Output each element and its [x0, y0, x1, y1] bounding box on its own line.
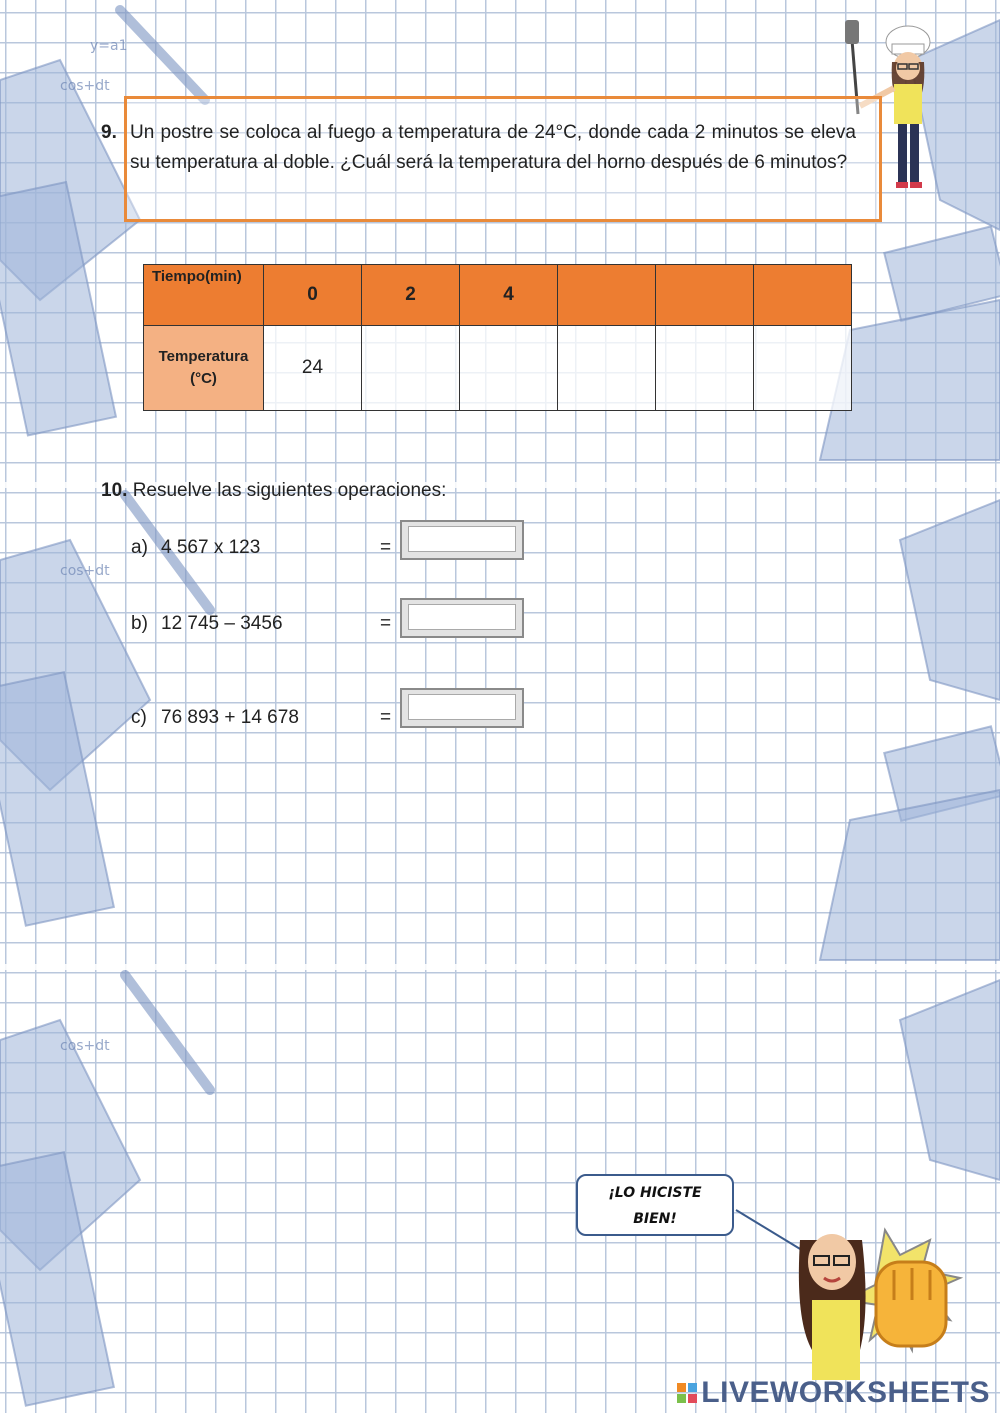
table-header-row	[144, 265, 852, 326]
answer-input-a[interactable]	[400, 520, 524, 560]
temperature-answer-cell[interactable]	[362, 326, 460, 411]
header-cell-blank[interactable]	[656, 265, 754, 326]
row-label	[144, 326, 264, 411]
question-10-number: 10.	[101, 480, 128, 501]
header-cell-blank[interactable]	[754, 265, 852, 326]
temperature-answer-cell[interactable]	[656, 326, 754, 411]
header-cell: 2	[362, 265, 460, 326]
watermark-text: LIVEWORKSHEETS	[701, 1376, 990, 1409]
operation-b	[131, 613, 283, 635]
answer-input-c[interactable]	[400, 688, 524, 728]
svg-text:y=a1: y=a1	[90, 38, 128, 54]
equals-sign: =	[380, 613, 392, 634]
temperature-answer-cell[interactable]	[754, 326, 852, 411]
question-9-number: 9.	[101, 122, 117, 143]
fist-bump-avatar	[700, 1200, 990, 1380]
header-cell: 0	[264, 265, 362, 326]
header-label: Tiempo(min)	[144, 265, 264, 326]
answer-input-b[interactable]	[400, 598, 524, 638]
svg-text:cos+dt: cos+dt	[60, 563, 110, 579]
table-temperature-row	[144, 326, 852, 411]
section-divider	[0, 964, 1000, 970]
temperature-cell: 24	[264, 326, 362, 411]
answer-input-field[interactable]	[408, 694, 516, 720]
row-label-line2: (°C)	[190, 370, 217, 387]
row-label-line1: Temperatura	[158, 348, 249, 365]
equals-sign: =	[380, 537, 392, 558]
question-10-title	[101, 480, 446, 502]
equals-sign: =	[380, 707, 392, 728]
speech-bubble-line1: ¡LO HICISTE	[608, 1185, 702, 1201]
answer-input-field[interactable]	[408, 526, 516, 552]
operation-expression: 4 567 x 123	[161, 537, 261, 558]
operation-expression: 12 745 – 3456	[161, 613, 283, 634]
operation-expression: 76 893 + 14 678	[161, 707, 299, 728]
operation-a	[131, 537, 260, 559]
answer-input-field[interactable]	[408, 604, 516, 630]
operation-letter: b)	[131, 613, 148, 634]
operation-letter: a)	[131, 537, 148, 558]
operation-letter: c)	[131, 707, 147, 728]
temperature-answer-cell[interactable]	[460, 326, 558, 411]
speech-bubble-line2: BIEN!	[633, 1211, 677, 1227]
question-9-text: Un postre se coloca al fuego a temperatura de 24°C, donde cada 2 minutos se eleva su temperatura al doble. ¿Cuál será la temperatura del horno después de 6 minutos?	[130, 122, 856, 173]
liveworksheets-watermark	[677, 1376, 990, 1410]
header-cell-blank[interactable]	[558, 265, 656, 326]
temperature-table	[143, 264, 852, 411]
question-10-text: Resuelve las siguientes operaciones:	[132, 480, 447, 501]
operation-c	[131, 707, 299, 729]
liveworksheets-logo-icon	[677, 1383, 697, 1403]
temperature-answer-cell[interactable]	[558, 326, 656, 411]
svg-text:cos+dt: cos+dt	[60, 78, 110, 94]
svg-text:cos+dt: cos+dt	[60, 1038, 110, 1054]
header-cell: 4	[460, 265, 558, 326]
